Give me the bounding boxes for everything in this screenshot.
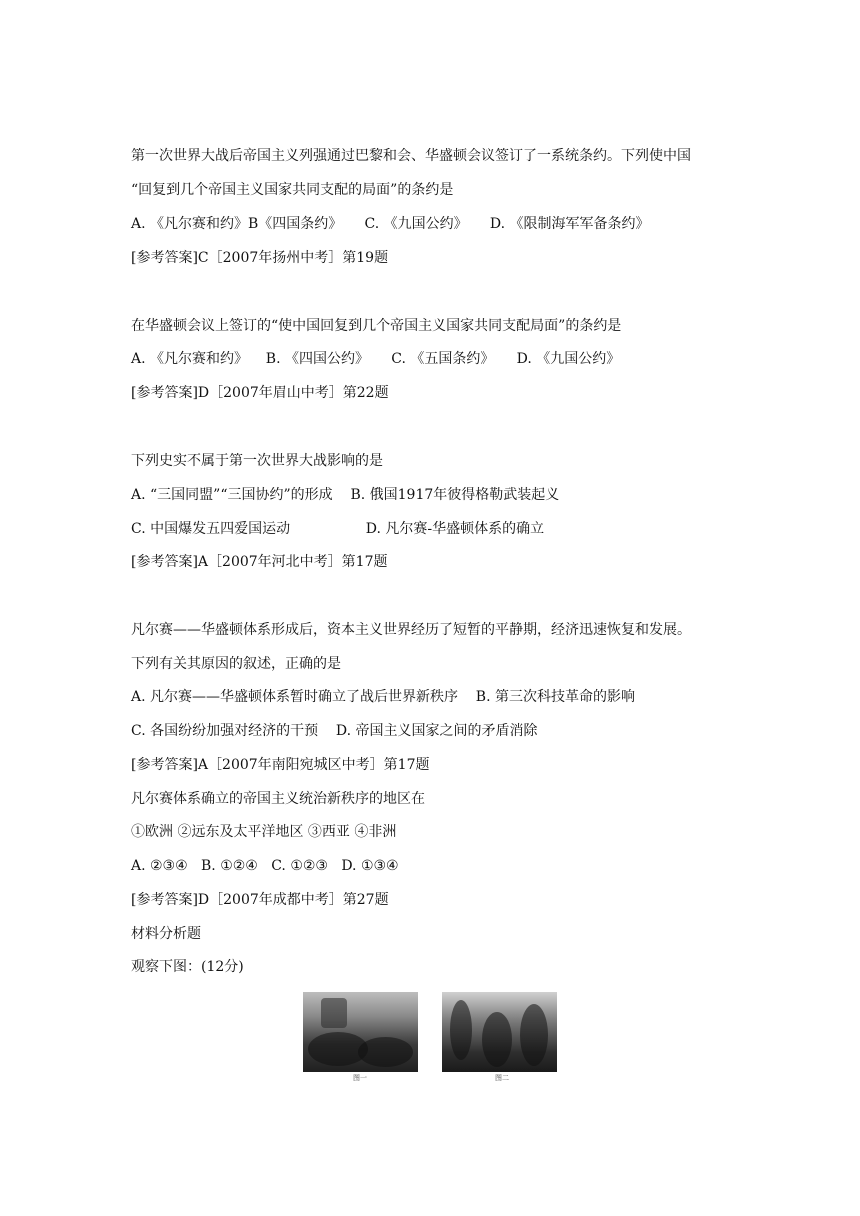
q3-options-line-2: C. 中国爆发五四爱国运动 D. 凡尔赛-华盛顿体系的确立 bbox=[131, 521, 545, 537]
photo-figure-1 bbox=[303, 992, 418, 1072]
q5-stem-line-2: ①欧洲 ②远东及太平洋地区 ③西亚 ④非洲 bbox=[131, 824, 397, 840]
q4-answer: [参考答案]A［2007年南阳宛城区中考］第17题 bbox=[131, 757, 430, 773]
q5-answer: [参考答案]D［2007年成都中考］第27题 bbox=[131, 892, 389, 908]
q1-stem-line-1: 第一次世界大战后帝国主义列强通过巴黎和会、华盛顿会议签订了一系统条约。下列使中国 bbox=[131, 148, 691, 164]
q4-stem-line-2: 下列有关其原因的叙述，正确的是 bbox=[131, 656, 341, 672]
q5-stem-line-1: 凡尔赛体系确立的帝国主义统治新秩序的地区在 bbox=[131, 791, 425, 807]
historical-photos-figure bbox=[303, 992, 557, 1086]
q3-options-line-1: A. “三国同盟”“三国协约”的形成 B. 俄国1917年彼得格勒武装起义 bbox=[131, 487, 560, 503]
photo-figure-2 bbox=[442, 992, 557, 1072]
instruction: 观察下图：(12分) bbox=[131, 959, 244, 975]
q2-options: A. 《凡尔赛和约》 B. 《四国公约》 C. 《五国条约》 D. 《九国公约》 bbox=[131, 351, 621, 367]
q1-stem-line-2: “回复到几个帝国主义国家共同支配的局面”的条约是 bbox=[131, 182, 454, 198]
caption-figure-1: 图一 bbox=[353, 1074, 367, 1082]
caption-figure-2: 图二 bbox=[495, 1074, 509, 1082]
q1-answer: [参考答案]C［2007年扬州中考］第19题 bbox=[131, 250, 389, 266]
q2-answer: [参考答案]D［2007年眉山中考］第22题 bbox=[131, 385, 389, 401]
q3-stem-line-1: 下列史实不属于第一次世界大战影响的是 bbox=[131, 453, 383, 469]
q1-options: A. 《凡尔赛和约》B《四国条约》 C. 《九国公约》 D. 《限制海军军备条约》 bbox=[131, 216, 650, 232]
q2-stem-line-1: 在华盛顿会议上签订的“使中国回复到几个帝国主义国家共同支配局面”的条约是 bbox=[131, 318, 622, 334]
q4-options-line-1: A. 凡尔赛——华盛顿体系暂时确立了战后世界新秩序 B. 第三次科技革命的影响 bbox=[131, 689, 635, 705]
q4-stem-line-1: 凡尔赛——华盛顿体系形成后，资本主义世界经历了短暂的平静期，经济迅速恢复和发展。 bbox=[131, 622, 691, 638]
q5-options: A. ②③④ B. ①②④ C. ①②③ D. ①③④ bbox=[131, 858, 399, 874]
q4-options-line-2: C. 各国纷纷加强对经济的干预 D. 帝国主义国家之间的矛盾消除 bbox=[131, 723, 538, 739]
q3-answer: [参考答案]A［2007年河北中考］第17题 bbox=[131, 554, 388, 570]
section-title: 材料分析题 bbox=[131, 926, 201, 942]
